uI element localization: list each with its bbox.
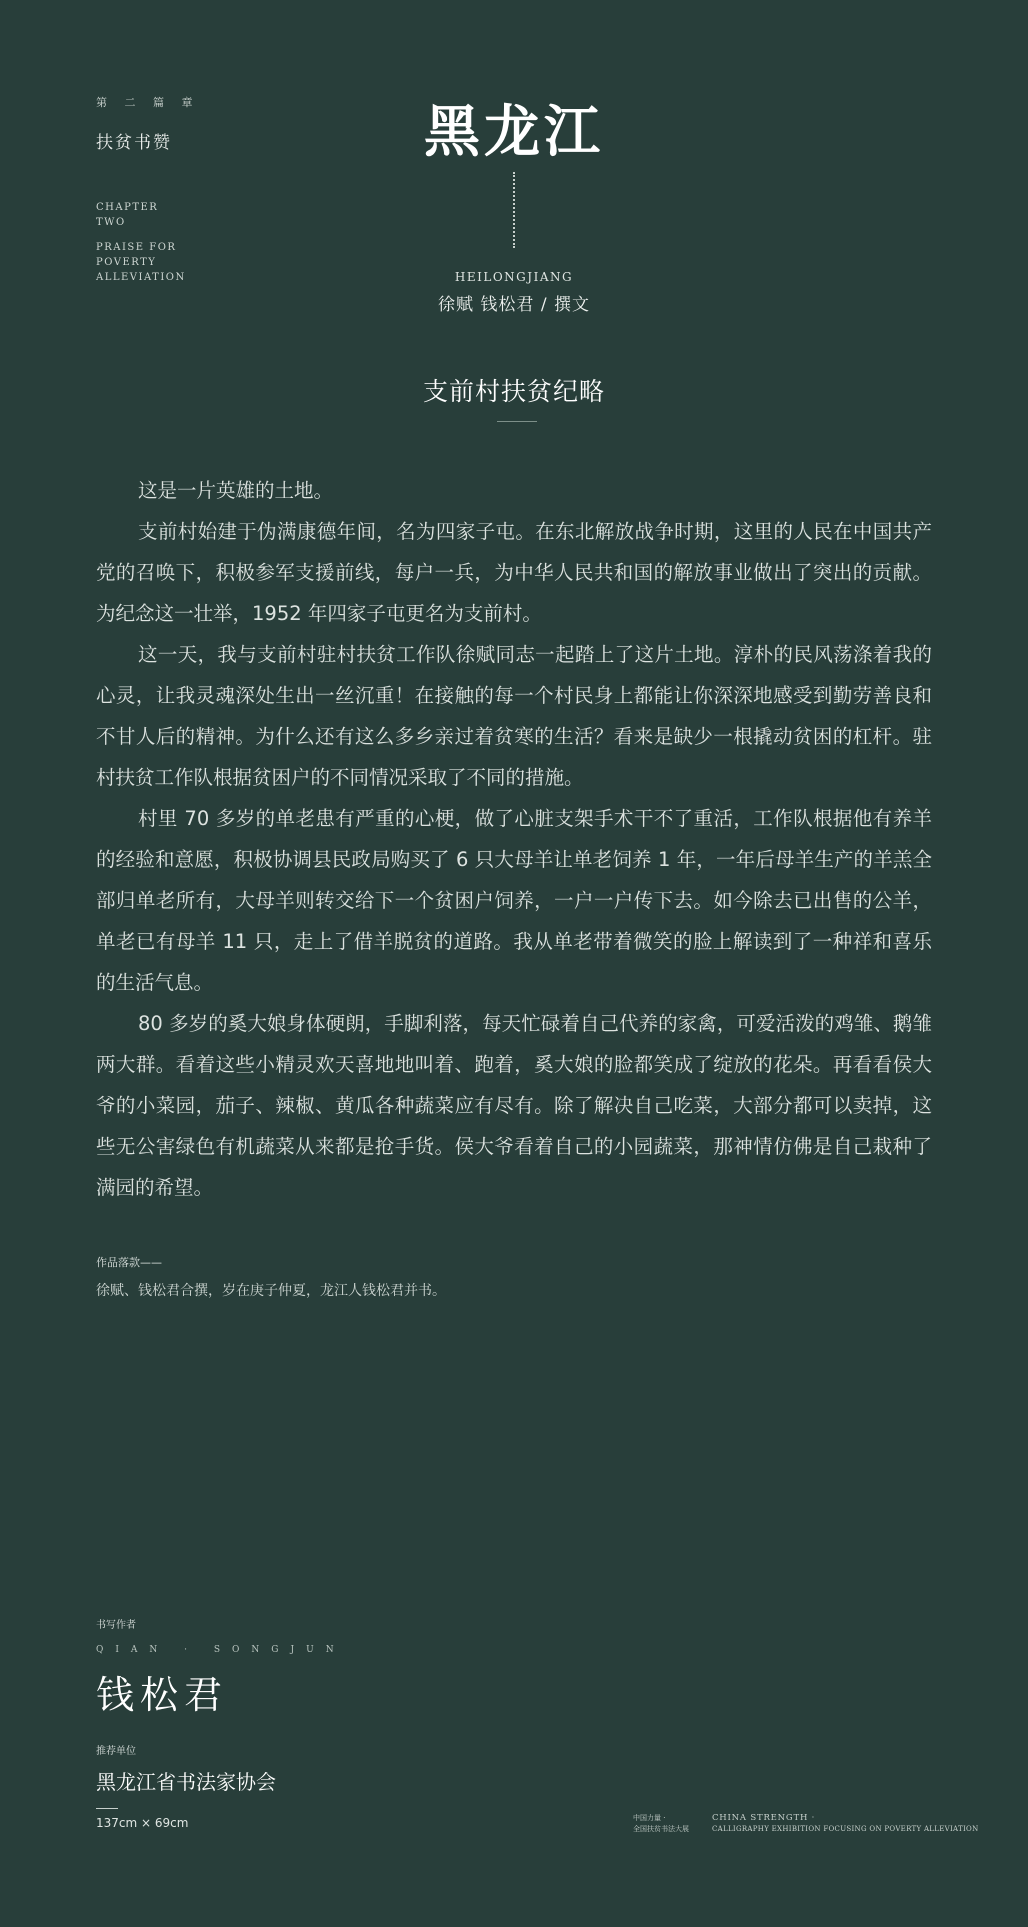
section-label-en-line: POVERTY	[96, 257, 157, 268]
artwork-size: 137cm × 69cm	[96, 1816, 189, 1830]
exhibition-logo-cn-line: 全国扶贫书法大展	[633, 1825, 689, 1833]
article-title: 支前村扶贫纪略	[422, 377, 605, 406]
recommend-organization: 黑龙江省书法家协会	[96, 1770, 276, 1794]
article-paragraph: 这是一片英雄的土地。	[138, 479, 334, 502]
title-underline	[497, 421, 537, 422]
province-title: 黑龙江	[424, 99, 604, 165]
writer-label: 书写作者	[96, 1620, 136, 1631]
writer-name: 钱松君	[96, 1673, 229, 1717]
exhibition-logo-en	[712, 1813, 979, 1835]
writer-pinyin: QIAN · SONGJUN	[96, 1645, 346, 1655]
exhibition-logo-en-line: CALLIGRAPHY EXHIBITION FOCUSING ON POVERTY ALLEVIATION	[712, 1825, 979, 1833]
section-label-en-line: ALLEVIATION	[96, 272, 186, 283]
section-title-cn: 扶贫书赞	[96, 133, 172, 153]
chapter-label-en-line: TWO	[96, 217, 126, 228]
chapter-number-cn: 第 二 篇 章	[96, 96, 200, 109]
article-body	[96, 470, 932, 1208]
exhibition-logo-cn-line: 中国力量 ·	[633, 1814, 666, 1822]
exhibition-logo-en-line: CHINA STRENGTH ·	[712, 1813, 816, 1823]
province-title-en: HEILONGJIANG	[454, 270, 574, 284]
colophon-label: 作品落款——	[96, 1256, 162, 1269]
article-paragraph: 这一天，我与支前村驻村扶贫工作队徐赋同志一起踏上了这片土地。淳朴的民风荡涤着我的心灵，让我灵魂深处生出一丝沉重！在接触的每一个村民身上都能让你深深地感受到勤劳善良和不甘人后的精神。为什么还有这么多乡亲过着贫寒的生活？看来是缺少一根撬动贫困的杠杆。驻村扶贫工作队根据贫困户的不同情况采取了不同的措施。	[96, 643, 932, 789]
colophon-text: 徐赋、钱松君合撰，岁在庚子仲夏，龙江人钱松君并书。	[96, 1283, 446, 1299]
article-paragraph: 80 多岁的奚大娘身体硬朗，手脚利落，每天忙碌着自己代养的家禽，可爱活泼的鸡雏、鹅雏两大群。看着这些小精灵欢天喜地地叫着、跑着，奚大娘的脸都笑成了绽放的花朵。再看看侯大爷的小菜园，茄子、辣椒、黄瓜各种蔬菜应有尽有。除了解决自己吃菜，大部分都可以卖掉，这些无公害绿色有机蔬菜从来都是抢手货。侯大爷看着自己的小园蔬菜，那神情仿佛是自己栽种了满园的希望。	[96, 1012, 932, 1199]
article-paragraph: 村里 70 多岁的单老患有严重的心梗，做了心脏支架手术干不了重活，工作队根据他有养羊的经验和意愿，积极协调县民政局购买了 6 只大母羊让单老饲养 1 年，一年后母羊生产的羊羔全部归单老所有，大母羊则转交给下一个贫困户饲养，一户一户传下去。如今除去已出售的公羊，单老已有母羊 11 只，走上了借羊脱贫的道路。我从单老带着微笑的脸上解读到了一种祥和喜乐的生活气息。	[96, 807, 932, 994]
article-authors: 徐赋 钱松君 / 撰文	[438, 295, 590, 315]
section-label-en-line: PRAISE FOR	[96, 242, 177, 253]
recommend-label: 推荐单位	[96, 1746, 136, 1757]
size-divider	[96, 1808, 118, 1809]
dotted-divider	[513, 172, 515, 248]
chapter-label-en	[96, 200, 158, 230]
chapter-label-en-line: CHAPTER	[96, 202, 159, 213]
exhibition-logo-cn	[633, 1813, 689, 1835]
article-paragraph: 支前村始建于伪满康德年间，名为四家子屯。在东北解放战争时期，这里的人民在中国共产党的召唤下，积极参军支援前线，每户一兵，为中华人民共和国的解放事业做出了突出的贡献。为纪念这一壮举，1952 年四家子屯更名为支前村。	[96, 520, 932, 625]
